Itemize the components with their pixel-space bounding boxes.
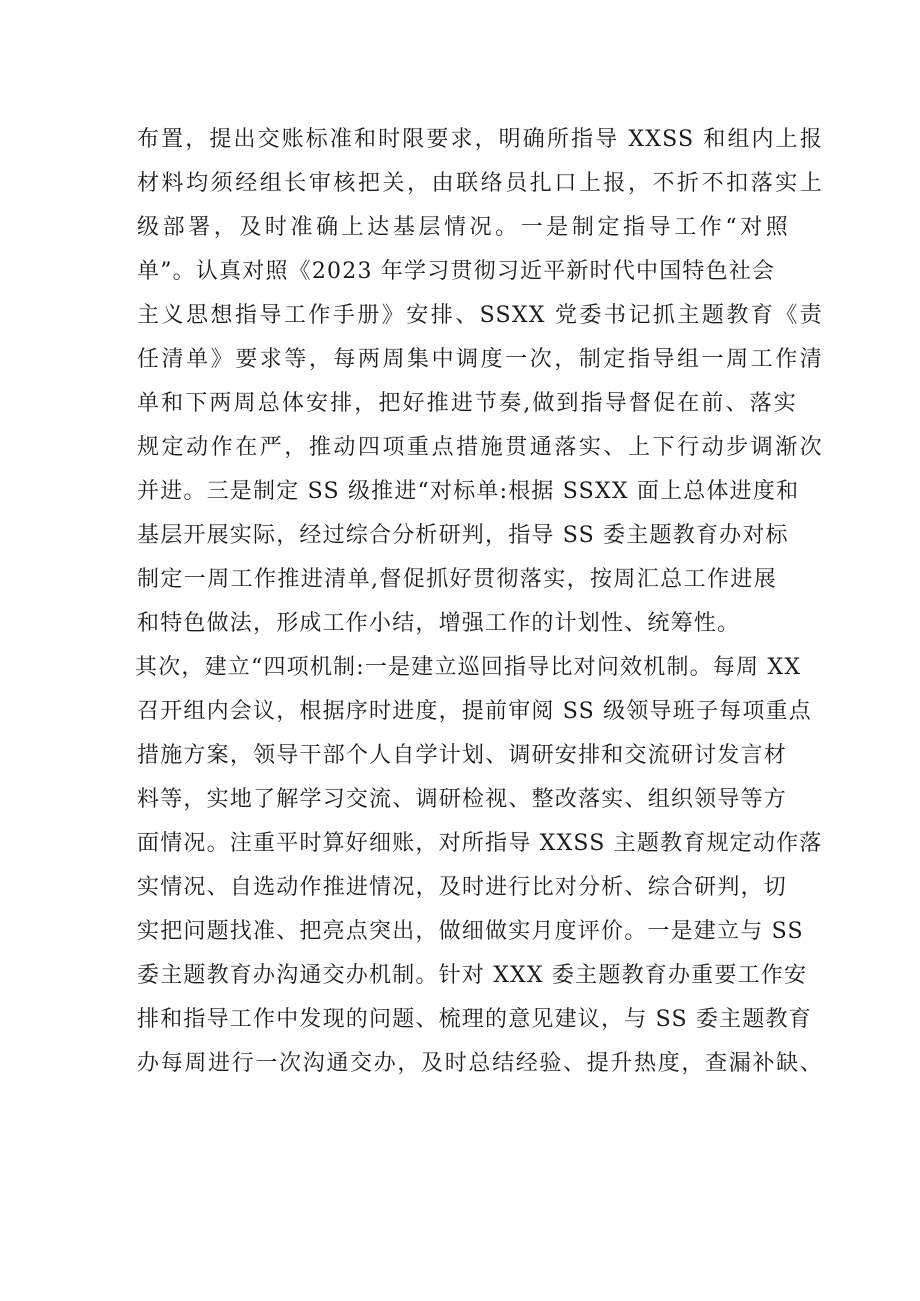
- text-line-20: 委主题教育办沟通交办机制。针对 XXX 委主题教育办重要工作安: [137, 963, 808, 988]
- text-line-19: 实把问题找准、把亮点突出，做细做实月度评价。一是建立与 SS: [137, 919, 804, 944]
- text-line-21: 排和指导工作中发现的问题、梳理的意见建议，与 SS 委主题教育: [137, 1007, 812, 1032]
- text-line-22: 办每周进行一次沟通交办，及时总结经验、提升热度，查漏补缺、: [137, 1051, 823, 1076]
- text-line-5: 主义思想指导工作手册》安排、SSXX 党委书记抓主题教育《责: [137, 303, 823, 328]
- text-line-7: 单和下两周总体安排，把好推进节奏,做到指导督促在前、落实: [137, 391, 797, 416]
- text-line-9: 并进。三是制定 SS 级推进“对标单:根据 SSXX 面上总体进度和: [137, 479, 800, 504]
- text-line-13: 其次，建立“四项机制:一是建立巡回指导比对问效机制。每周 XX: [135, 655, 802, 680]
- text-line-2: 材料均须经组长审核把关，由联络员扎口上报，不折不扣落实上: [137, 171, 823, 196]
- text-line-12: 和特色做法，形成工作小结，增强工作的计划性、统筹性。: [137, 611, 741, 636]
- text-line-6: 任清单》要求等，每两周集中调度一次，制定指导组一周工作清: [137, 347, 823, 372]
- body-text: [137, 118, 837, 1086]
- text-line-4: 单”。认真对照《2023 年学习贯彻习近平新时代中国特色社会: [137, 259, 776, 284]
- text-line-1: 布置，提出交账标准和时限要求，明确所指导 XXSS 和组内上报: [137, 127, 823, 152]
- text-line-16: 料等，实地了解学习交流、调研检视、整改落实、组织领导等方: [137, 787, 787, 812]
- text-line-8: 规定动作在严，推动四项重点措施贯通落实、上下行动步调渐次: [137, 435, 823, 460]
- text-line-10: 基层开展实际，经过综合分析研判，指导 SS 委主题教育办对标: [137, 523, 789, 548]
- text-line-15: 措施方案，领导干部个人自学计划、调研安排和交流研讨发言材: [137, 743, 787, 768]
- text-line-14: 召开组内会议，根据序时进度，提前审阅 SS 级领导班子每项重点: [137, 699, 812, 724]
- text-line-18: 实情况、自选动作推进情况，及时进行比对分析、综合研判，切: [137, 875, 787, 900]
- text-line-11: 制定一周工作推进清单,督促抓好贯彻落实，按周汇总工作进展: [137, 567, 777, 592]
- text-line-17: 面情况。注重平时算好细账，对所指导 XXSS 主题教育规定动作落: [137, 831, 823, 856]
- text-line-3: 级部署，及时准确上达基层情况。一是制定指导工作“对照: [137, 215, 789, 240]
